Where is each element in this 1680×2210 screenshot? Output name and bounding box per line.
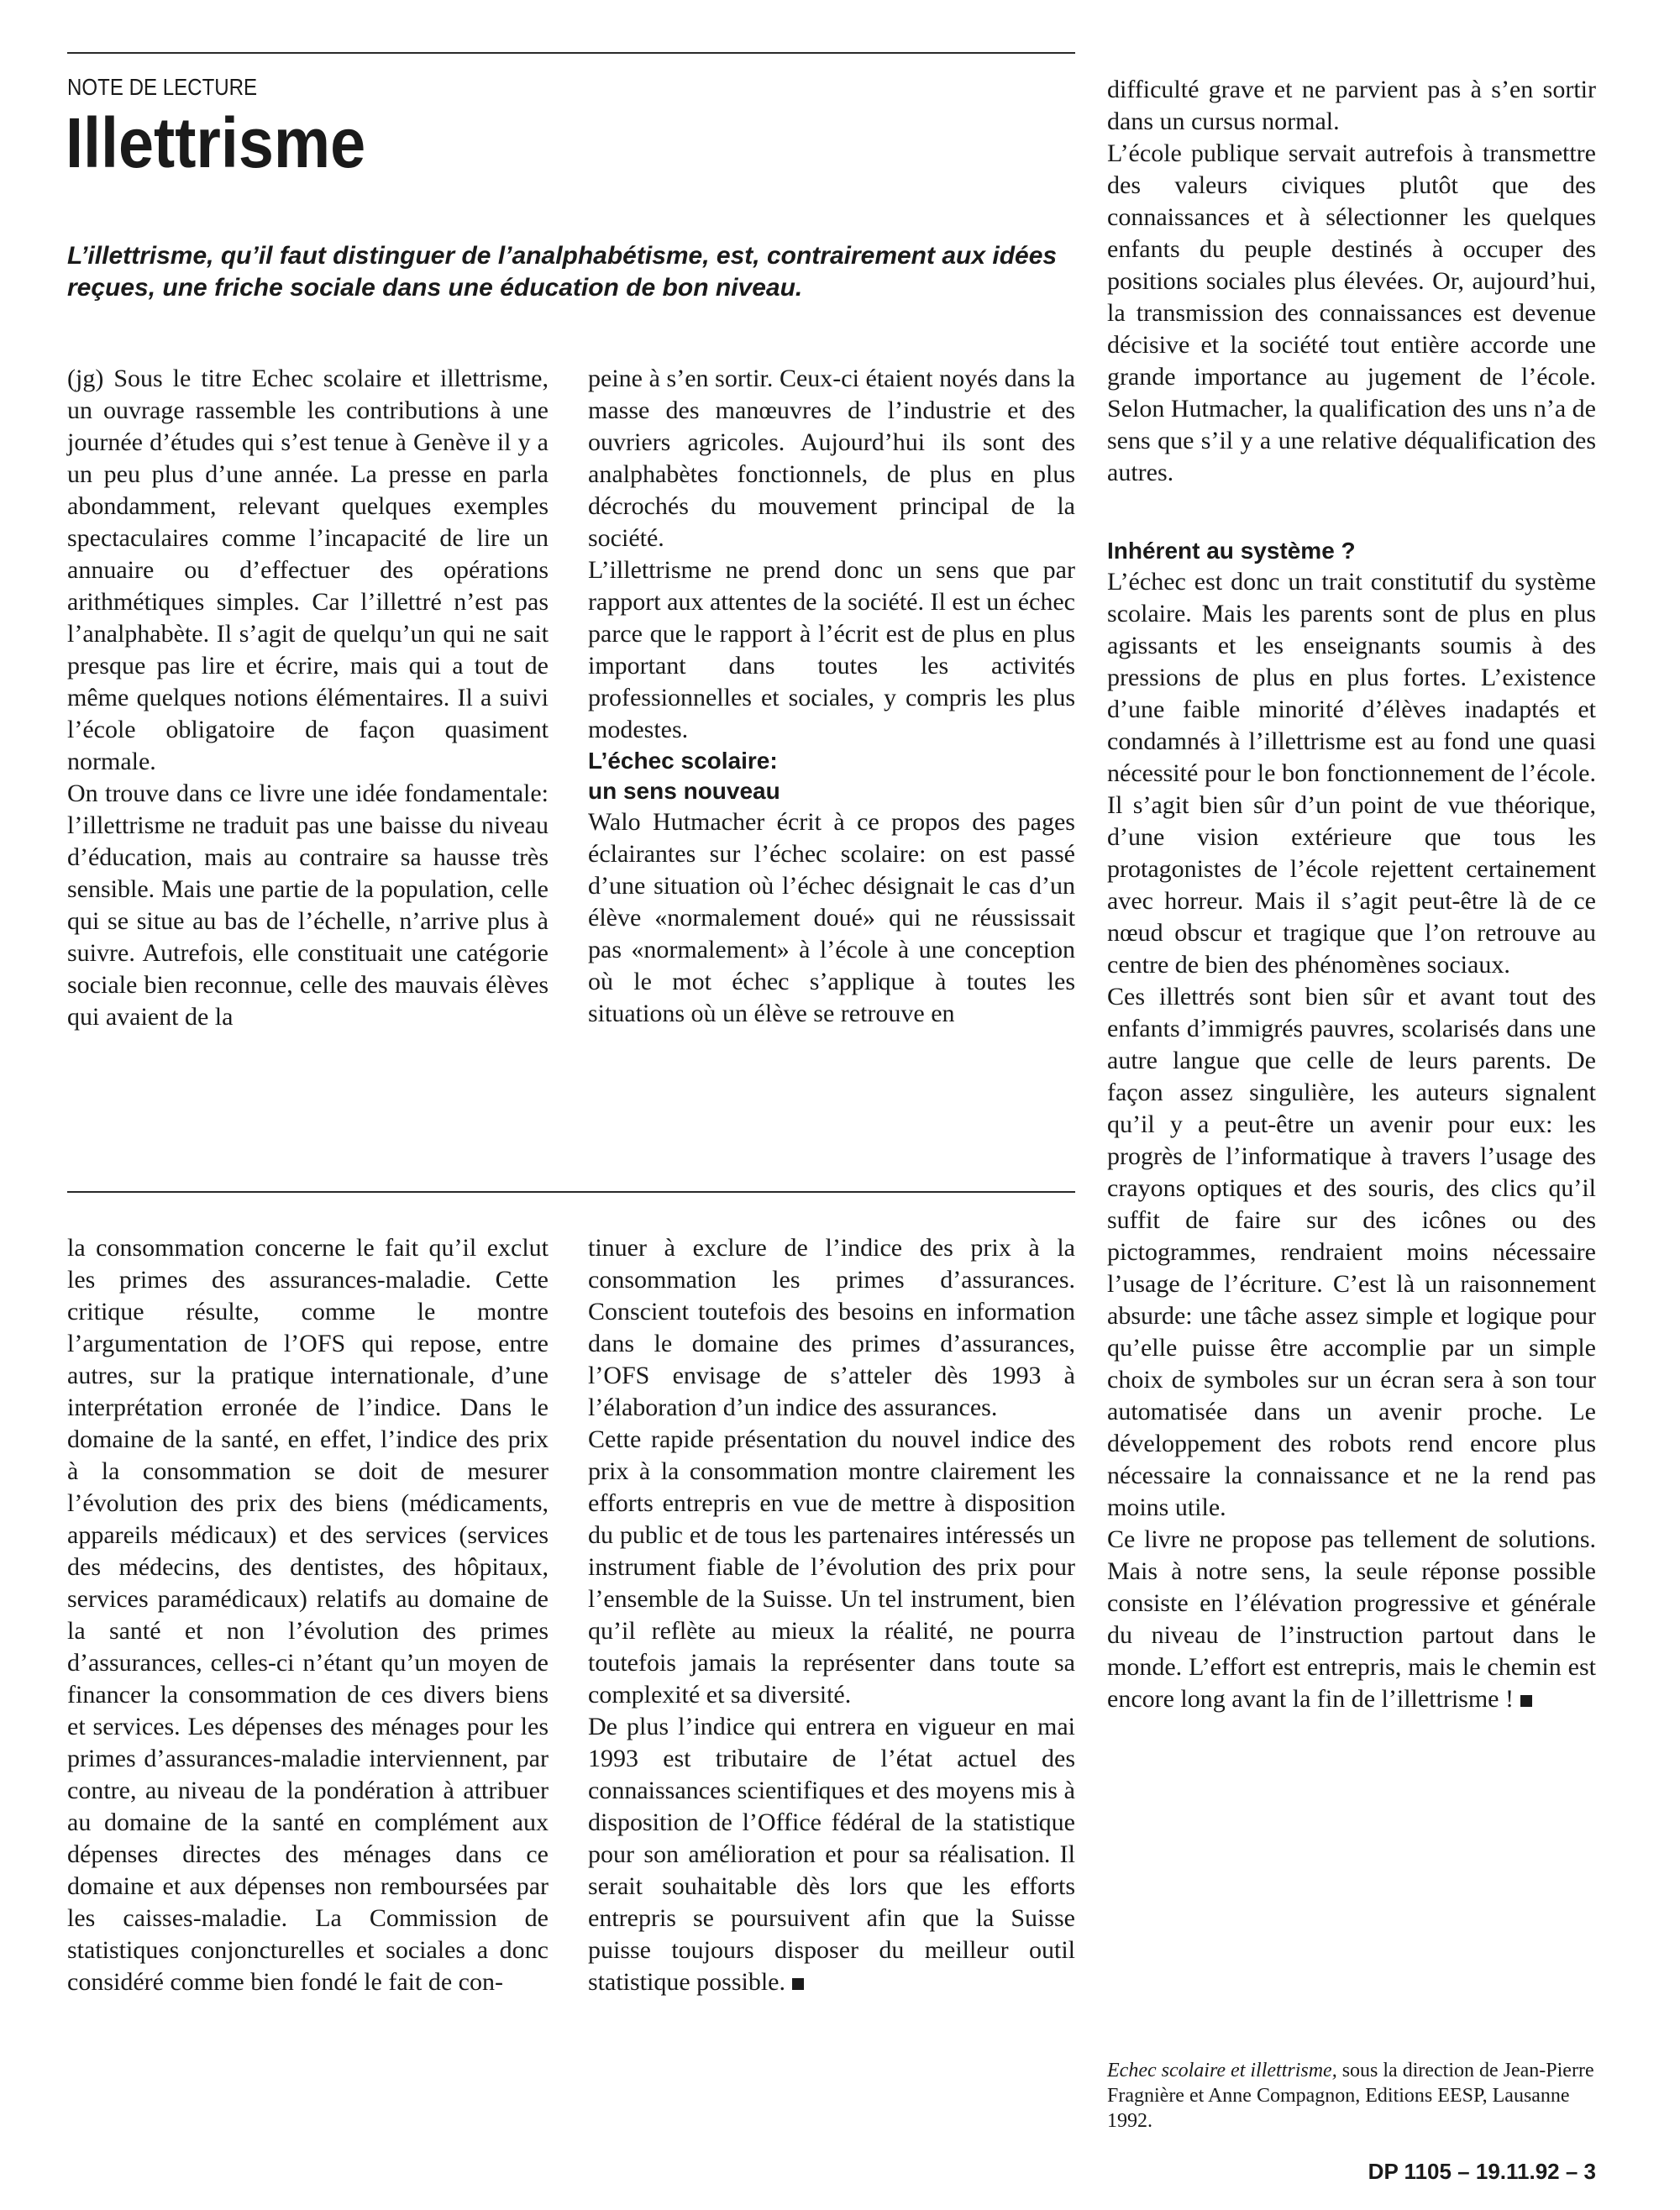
- paragraph: On trouve dans ce livre une idée fondamentale: l’illettrisme ne traduit pas une baisse du niveau d’éducation, mais au contraire sa hausse très sensible. Mais une partie de la population, celle qui se situe au bas de l’échelle, n’arrive plus à suivre. Autrefois, elle constituait une catégorie sociale bien reconnue, celle des mauvais élèves qui avaient de la: [67, 780, 549, 1031]
- paragraph-final: [1107, 1524, 1596, 1715]
- end-mark-icon: [792, 1978, 804, 1990]
- end-mark-icon: [1520, 1695, 1532, 1707]
- paragraph: Walo Hutmacher écrit à ce propos des pages éclairantes sur l’échec scolaire: on est passé d’une situation où l’échec désignait le cas d’un élève «normalement doué» qui ne réussissait pas «normalement» à l’école à une conception où le mot échec s’applique à toutes les situations où un élève se retrouve en: [588, 808, 1075, 1027]
- paragraph-text: De plus l’indice qui entrera en vigueur en mai 1993 est tributaire de l’état actuel des connaissances scientifiques et des moyens mis à disposition de l’Office fédéral de la statistique pour son amélioration et pour sa réalisation. Il serait souhaitable dès lors que les efforts entrepris se poursuivent afin que la Suisse puisse toujours disposer du meilleur outil statistique possible.: [588, 1713, 1075, 1996]
- paragraph: la consommation concerne le fait qu’il exclut les primes des assurances-maladie. Cette critique résulte, comme le montre l’argumentation de l’OFS qui repose, entre autres, sur la pratique internationale, d’une interprétation erronée de l’indice. Dans le domaine de la santé, en effet, l’indice des prix à la consommation se doit de mesurer l’évolution des prix des biens (médicaments, appareils médicaux) et des services (services des médecins, des dentistes, des hôpitaux, services paramédicaux) relatifs au domaine de la santé et non l’évolution des primes d’assurances, celles-ci n’étant qu’un moyen de financer la consommation de ces divers biens et services. Les dépenses des ménages pour les primes d’assurances-maladie interviennent, par contre, au niveau de la pondération à attribuer au domaine de la santé en complément aux dépenses directes des ménages dans ce domaine et aux dépenses non remboursées par les caisses-maladie. La Commission de statistiques conjoncturelles et sociales a donc considéré comme bien fondé le fait de con-: [67, 1234, 549, 1996]
- middle-rule: [67, 1191, 1075, 1193]
- paragraph: difficulté grave et ne parvient pas à s’en sortir dans un cursus normal.: [1107, 76, 1596, 135]
- continued-column-1: [67, 1232, 549, 1998]
- paragraph-final: [588, 1711, 1075, 1998]
- paragraph: Cette rapide présentation du nouvel indice des prix à la consommation montre clairement les efforts entrepris en vue de mettre à disposition du public et de tous les partenaires intéressés un instrument fiable de l’évolution des prix pour l’ensemble de la Suisse. Un tel instrument, bien qu’il reflète au mieux la réalité, ne pourra toutefois jamais la représenter dans toute sa complexité et sa diversité.: [588, 1425, 1075, 1709]
- paragraph: L’échec est donc un trait constitutif du système scolaire. Mais les parents sont de plus en plus agissants et les enseignants soumis à des pressions de plus en plus fortes. L’existence d’une faible minorité d’élèves inadaptés et condamnés à l’illettrisme est au fond une quasi nécessité pour le bon fonctionnement de l’école. Il s’agit bien sûr d’un point de vue théorique, d’une vision extérieure que tous les protagonistes de l’école rejettent certainement avec horreur. Mais il s’agit peut-être là de ce nœud obscur et tragique que l’on retrouve au centre de bien des phénomènes sociaux.: [1107, 568, 1596, 979]
- paragraph: Ces illettrés sont bien sûr et avant tout des enfants d’immigrés pauvres, scolarisés dans une autre langue que celle de leurs parents. De façon assez singulière, les auteurs signalent qu’il y a peut-être un avenir pour eux: les progrès de l’informatique à travers l’usage des crayons optiques et des souris, des clics qu’il suffit de faire sur des icônes ou des pictogrammes, rendraient moins nécessaire l’usage de l’écriture. C’est là un raisonnement absurde: une tâche assez simple et logique pour qu’elle puisse être accomplie par un simple choix de symboles sur un écran sera à son tour automatisée dans un avenir proche. Le développement des robots rend encore plus nécessaire la connaissance et ne la rend pas moins utile.: [1107, 983, 1596, 1521]
- book-details: sous la direction de Jean-Pierre Fragnière et Anne Compagnon, Editions EESP, Lausanne 1992.: [1107, 2060, 1594, 2132]
- page-folio: DP 1105 – 19.11.92 – 3: [1368, 2159, 1596, 2184]
- article-column-3: [1107, 74, 1596, 1715]
- paragraph: tinuer à exclure de l’indice des prix à la consommation les primes d’assurances. Conscient toutefois des besoins en information dans le domaine des primes d’assurances, l’OFS envisage de s’atteler dès 1993 à l’élaboration d’un indice des assurances.: [588, 1234, 1075, 1421]
- paragraph: L’illettrisme ne prend donc un sens que par rapport aux attentes de la société. Il est un échec parce que le rapport à l’écrit est de plus en plus important dans toutes les activités professionnelles et sociales, y compris les plus modestes.: [588, 556, 1075, 743]
- book-reference: [1107, 2058, 1596, 2134]
- subheading-line: L’échec scolaire:: [588, 748, 778, 774]
- subheading-systeme: Inhérent au système ?: [1107, 538, 1356, 564]
- article-lead: L’illettrisme, qu’il faut distinguer de l’analphabétisme, est, contrairement aux idées reçues, une friche sociale dans une éducation de bon niveau.: [67, 242, 1058, 302]
- section-kicker: NOTE DE LECTURE: [67, 74, 258, 100]
- continued-column-2: [588, 1232, 1075, 1998]
- article-title: Illettrisme: [66, 103, 366, 182]
- top-rule: [67, 52, 1075, 54]
- paragraph-text: Ce livre ne propose pas tellement de solutions. Mais à notre sens, la seule réponse possible consiste en l’élévation progressive et générale du niveau de l’instruction partout dans le monde. L’effort est entrepris, mais le chemin est encore long avant la fin de l’illettrisme !: [1107, 1525, 1596, 1713]
- paragraph: (jg) Sous le titre Echec scolaire et illettrisme, un ouvrage rassemble les contributions à une journée d’études qui s’est tenue à Genève il y a un peu plus d’une année. La presse en parla abondamment, relevant quelques exemples spectaculaires comme l’incapacité de lire un annuaire ou d’effectuer des opérations arithmétiques simples. Car l’illettré n’est pas l’analphabète. Il s’agit de quelqu’un qui ne sait presque pas lire et écrire, mais qui a tout de même quelques notions élémentaires. Il a suivi l’école obligatoire de façon quasiment normale.: [67, 365, 549, 775]
- article-column-1: [67, 363, 549, 1033]
- book-title: Echec scolaire et illettrisme,: [1107, 2060, 1337, 2081]
- subheading-echec: [588, 746, 1075, 806]
- subheading-line: un sens nouveau: [588, 778, 780, 804]
- article-column-2: [588, 363, 1075, 1030]
- paragraph: L’école publique servait autrefois à transmettre des valeurs civiques plutôt que des connaissances et à sélectionner les quelques enfants du peuple destinés à occuper des positions sociales plus élevées. Or, aujourd’hui, la transmission des connaissances est devenue décisive et la société tout entière accorde une grande importance au jugement de l’école. Selon Hutmacher, la qualification des uns n’a de sens que s’il y a une relative déqualification des autres.: [1107, 139, 1596, 486]
- paragraph: peine à s’en sortir. Ceux-ci étaient noyés dans la masse des manœuvres de l’industrie et des ouvriers agricoles. Aujourd’hui ils sont des analphabètes fonctionnels, de plus en plus décrochés du mouvement principal de la société.: [588, 365, 1075, 552]
